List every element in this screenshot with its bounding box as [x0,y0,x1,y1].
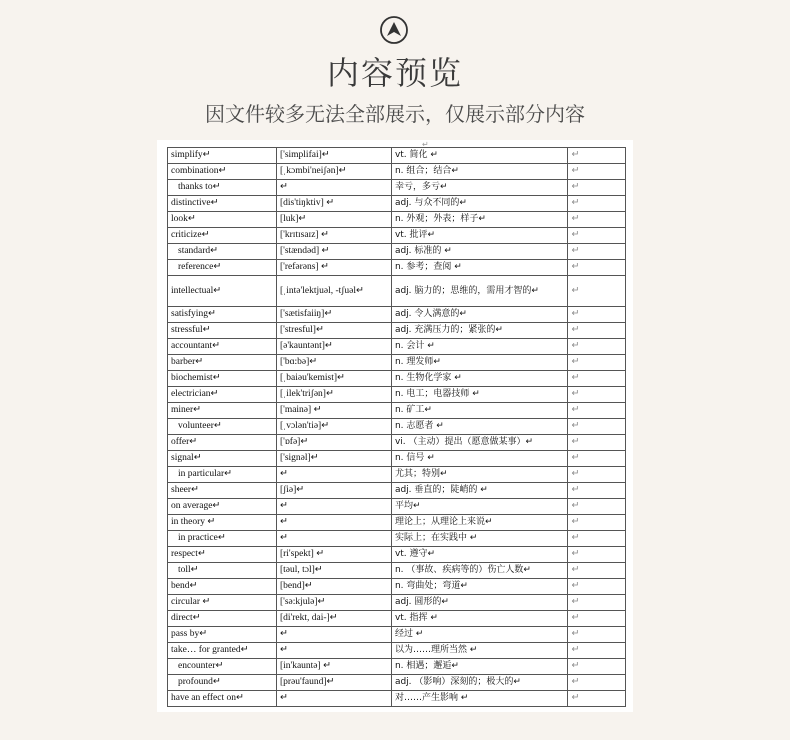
extra-cell: ↵ [568,467,626,483]
page-title: 内容预览 [326,54,463,92]
extra-cell: ↵ [568,531,626,547]
extra-cell: ↵ [568,595,626,611]
table-row [168,307,626,323]
table-row [168,164,626,180]
phonetic-cell: ↵ [276,515,391,531]
meaning-cell: vt. 指挥 ↵ [391,611,568,627]
table-row [168,371,626,387]
table-row [168,611,626,627]
table-row [168,212,626,228]
meaning-cell: 尤其；特别↵ [391,467,568,483]
phonetic-cell: ↵ [276,499,391,515]
meaning-cell: adj. 充满压力的；紧张的↵ [391,323,568,339]
word-cell: have an effect on↵ [168,691,277,707]
extra-cell: ↵ [568,196,626,212]
table-row [168,467,626,483]
word-cell: toll↵ [168,563,277,579]
meaning-cell: n. 生物化学家 ↵ [391,371,568,387]
table-row [168,355,626,371]
document-preview [157,140,633,712]
word-cell: thanks to↵ [168,180,277,196]
extra-cell: ↵ [568,611,626,627]
meaning-cell: 经过 ↵ [391,627,568,643]
extra-cell: ↵ [568,659,626,675]
meaning-cell: vt. 简化 ↵ [391,148,568,164]
table-row [168,515,626,531]
table-row [168,547,626,563]
meaning-cell: vi. （主动）提出（愿意做某事）↵ [391,435,568,451]
phonetic-cell: ↵ [276,467,391,483]
table-row [168,675,626,691]
meaning-cell: adj. 垂直的；陡峭的 ↵ [391,483,568,499]
table-row [168,403,626,419]
word-cell: satisfying↵ [168,307,277,323]
word-cell: offer↵ [168,435,277,451]
word-cell: simplify↵ [168,148,277,164]
phonetic-cell: [bend]↵ [276,579,391,595]
table-row [168,579,626,595]
extra-cell: ↵ [568,387,626,403]
phonetic-cell: ↵ [276,627,391,643]
word-cell: on average↵ [168,499,277,515]
phonetic-cell: [luk]↵ [276,212,391,228]
meaning-cell: 以为……理所当然 ↵ [391,643,568,659]
vocabulary-table [167,147,626,707]
extra-cell: ↵ [568,691,626,707]
phonetic-cell: ['stændəd] ↵ [276,244,391,260]
extra-cell: ↵ [568,339,626,355]
page-header [0,0,790,140]
phonetic-cell: [ə'kauntənt]↵ [276,339,391,355]
phonetic-cell: [di'rekt, dai-]↵ [276,611,391,627]
word-cell: stressful↵ [168,323,277,339]
table-row [168,627,626,643]
phonetic-cell: ['stresful]↵ [276,323,391,339]
phonetic-cell: [prəu'faund]↵ [276,675,391,691]
table-row [168,180,626,196]
word-cell: look↵ [168,212,277,228]
meaning-cell: vt. 批评↵ [391,228,568,244]
word-cell: take… for granted↵ [168,643,277,659]
extra-cell: ↵ [568,276,626,307]
phonetic-cell: ↵ [276,691,391,707]
phonetic-cell: ['ɒfə]↵ [276,435,391,451]
phonetic-cell: ['sə:kjulə]↵ [276,595,391,611]
table-row [168,339,626,355]
word-cell: barber↵ [168,355,277,371]
table-row [168,659,626,675]
extra-cell: ↵ [568,371,626,387]
meaning-cell: adj. 与众不同的↵ [391,196,568,212]
meaning-cell: n. 电工；电器技师 ↵ [391,387,568,403]
table-row [168,531,626,547]
meaning-cell: adj. 令人满意的↵ [391,307,568,323]
word-cell: profound↵ [168,675,277,691]
meaning-cell: adj. 圆形的↵ [391,595,568,611]
table-row [168,451,626,467]
extra-cell: ↵ [568,180,626,196]
phonetic-cell: ['sætisfaiiŋ]↵ [276,307,391,323]
extra-cell: ↵ [568,547,626,563]
phonetic-cell: ['refərəns] ↵ [276,260,391,276]
word-cell: sheer↵ [168,483,277,499]
phonetic-cell: [ˌintə'lektjuəl, -tʃuəl↵ [276,276,391,307]
meaning-cell: n. 相遇；邂逅↵ [391,659,568,675]
phonetic-cell: ['bɑ:bə]↵ [276,355,391,371]
table-row [168,499,626,515]
extra-cell: ↵ [568,307,626,323]
table-row [168,323,626,339]
phonetic-cell: [ˌbaiəu'kemist]↵ [276,371,391,387]
meaning-cell: adj. 标准的 ↵ [391,244,568,260]
word-cell: circular ↵ [168,595,277,611]
phonetic-cell: [ˌkɔmbi'neiʃən]↵ [276,164,391,180]
paragraph-mark: ↵ [422,140,429,149]
phonetic-cell: ['simplifai]↵ [276,148,391,164]
extra-cell: ↵ [568,164,626,180]
extra-cell: ↵ [568,403,626,419]
word-cell: miner↵ [168,403,277,419]
extra-cell: ↵ [568,148,626,164]
extra-cell: ↵ [568,323,626,339]
word-cell: in theory ↵ [168,515,277,531]
phonetic-cell: [in'kauntə] ↵ [276,659,391,675]
extra-cell: ↵ [568,228,626,244]
word-cell: encounter↵ [168,659,277,675]
phonetic-cell: ↵ [276,531,391,547]
table-row [168,691,626,707]
table-row [168,595,626,611]
table-row [168,244,626,260]
word-cell: reference↵ [168,260,277,276]
extra-cell: ↵ [568,244,626,260]
extra-cell: ↵ [568,355,626,371]
phonetic-cell: [ri'spekt] ↵ [276,547,391,563]
phonetic-cell: ↵ [276,180,391,196]
meaning-cell: n. 外观；外表；样子↵ [391,212,568,228]
phonetic-cell: [ʃiə]↵ [276,483,391,499]
meaning-cell: n. 矿工↵ [391,403,568,419]
meaning-cell: n. 理发师↵ [391,355,568,371]
meaning-cell: adj. （影响）深刻的；极大的↵ [391,675,568,691]
word-cell: combination↵ [168,164,277,180]
table-row [168,643,626,659]
meaning-cell: n. 弯曲处；弯道↵ [391,579,568,595]
word-cell: intellectual↵ [168,276,277,307]
extra-cell: ↵ [568,675,626,691]
word-cell: standard↵ [168,244,277,260]
phonetic-cell: ['mainə] ↵ [276,403,391,419]
meaning-cell: 幸亏，多亏↵ [391,180,568,196]
phonetic-cell: [ˌilek'triʃən]↵ [276,387,391,403]
up-arrow-circle-icon[interactable] [379,15,409,45]
meaning-cell: n. 组合；结合↵ [391,164,568,180]
word-cell: biochemist↵ [168,371,277,387]
meaning-cell: 理论上；从理论上来说↵ [391,515,568,531]
table-row [168,563,626,579]
extra-cell: ↵ [568,499,626,515]
phonetic-cell: [təul, tɔl]↵ [276,563,391,579]
table-row [168,435,626,451]
extra-cell: ↵ [568,260,626,276]
word-cell: signal↵ [168,451,277,467]
meaning-cell: 平均↵ [391,499,568,515]
phonetic-cell: [ˌvɔlən'tiə]↵ [276,419,391,435]
word-cell: electrician↵ [168,387,277,403]
table-row [168,228,626,244]
word-cell: accountant↵ [168,339,277,355]
word-cell: criticize↵ [168,228,277,244]
table-row [168,419,626,435]
table-row [168,387,626,403]
meaning-cell: n. 参考；查阅 ↵ [391,260,568,276]
table-row [168,260,626,276]
word-cell: in particular↵ [168,467,277,483]
extra-cell: ↵ [568,515,626,531]
meaning-cell: 对……产生影响 ↵ [391,691,568,707]
meaning-cell: adj. 脑力的；思维的，需用才智的↵ [391,276,568,307]
extra-cell: ↵ [568,579,626,595]
word-cell: bend↵ [168,579,277,595]
word-cell: in practice↵ [168,531,277,547]
phonetic-cell: ['krɪtɪsaɪz] ↵ [276,228,391,244]
table-row [168,483,626,499]
extra-cell: ↵ [568,627,626,643]
meaning-cell: n. （事故、疾病等的）伤亡人数↵ [391,563,568,579]
extra-cell: ↵ [568,451,626,467]
table-row [168,276,626,307]
table-row [168,148,626,164]
phonetic-cell: ↵ [276,643,391,659]
word-cell: distinctive↵ [168,196,277,212]
extra-cell: ↵ [568,419,626,435]
table-row [168,196,626,212]
extra-cell: ↵ [568,435,626,451]
extra-cell: ↵ [568,563,626,579]
meaning-cell: n. 会计 ↵ [391,339,568,355]
word-cell: direct↵ [168,611,277,627]
extra-cell: ↵ [568,643,626,659]
phonetic-cell: [dis'tiŋktiv] ↵ [276,196,391,212]
extra-cell: ↵ [568,483,626,499]
meaning-cell: n. 志愿者 ↵ [391,419,568,435]
extra-cell: ↵ [568,212,626,228]
word-cell: respect↵ [168,547,277,563]
meaning-cell: 实际上；在实践中 ↵ [391,531,568,547]
page-subtitle: 因文件较多无法全部展示，仅展示部分内容 [205,102,585,126]
phonetic-cell: ['signəl]↵ [276,451,391,467]
meaning-cell: vt. 遵守↵ [391,547,568,563]
word-cell: volunteer↵ [168,419,277,435]
word-cell: pass by↵ [168,627,277,643]
meaning-cell: n. 信号 ↵ [391,451,568,467]
